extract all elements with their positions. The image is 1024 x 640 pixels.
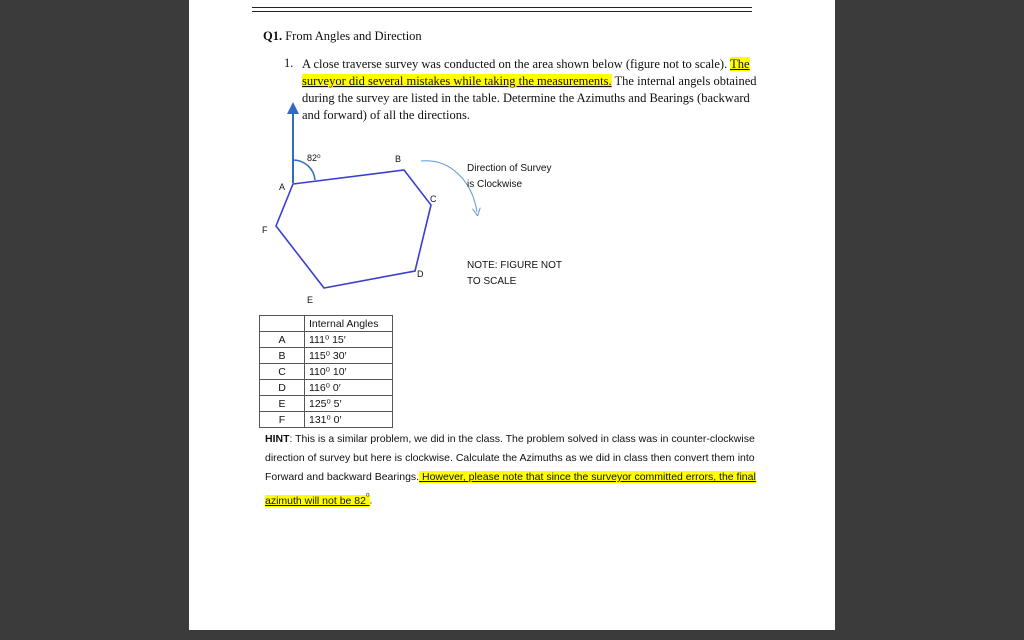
hint-highlight-text: However, please note that since the surveyor committed errors, the final azimuth will not be 82 bbox=[265, 471, 756, 507]
direction-label-line2: is Clockwise bbox=[467, 179, 523, 190]
point-label-a: A bbox=[279, 182, 286, 192]
table-row bbox=[260, 332, 393, 348]
table-header-row bbox=[260, 316, 393, 332]
table-row bbox=[260, 380, 393, 396]
table-angle: 115⁰ 30′ bbox=[305, 348, 393, 364]
table-angle: 125⁰ 5′ bbox=[305, 396, 393, 412]
table-row bbox=[260, 412, 393, 428]
table-point: D bbox=[260, 380, 305, 396]
table-angle: 116⁰ 0′ bbox=[305, 380, 393, 396]
traverse-figure bbox=[189, 0, 835, 320]
table-row bbox=[260, 396, 393, 412]
table-point: B bbox=[260, 348, 305, 364]
table-point: E bbox=[260, 396, 305, 412]
point-label-b: B bbox=[395, 154, 402, 164]
table-header: Internal Angles bbox=[305, 316, 393, 332]
point-label-c: C bbox=[430, 194, 437, 204]
north-arrow-head bbox=[287, 102, 299, 114]
table-row bbox=[260, 348, 393, 364]
document-page bbox=[189, 0, 835, 630]
table-angle: 111⁰ 15′ bbox=[305, 332, 393, 348]
table-point: F bbox=[260, 412, 305, 428]
point-label-f: F bbox=[262, 225, 268, 235]
hint-label: HINT bbox=[265, 433, 290, 445]
table-angle: 110⁰ 10′ bbox=[305, 364, 393, 380]
note-label-line1: NOTE: FIGURE NOT bbox=[467, 260, 562, 271]
question-number: Q1. bbox=[263, 29, 283, 43]
hint-tail: . bbox=[369, 494, 373, 507]
direction-label-line1: Direction of Survey bbox=[467, 163, 552, 174]
internal-angles-table bbox=[259, 315, 393, 428]
point-label-e: E bbox=[307, 295, 314, 305]
question-text-before: A close traverse survey was conducted on the area shown below (figure not to scale). bbox=[302, 57, 731, 71]
question-title-text: From Angles and Direction bbox=[285, 29, 422, 43]
highlighted-warning: The surveyor did several mistakes while taking the measurements. bbox=[302, 57, 750, 88]
item-number: 1. bbox=[284, 56, 294, 70]
table-row bbox=[260, 364, 393, 380]
hint-degree: ⁰ bbox=[365, 491, 370, 501]
angle-label: 82⁰ bbox=[307, 153, 321, 163]
point-label-d: D bbox=[417, 269, 424, 279]
table-point: C bbox=[260, 364, 305, 380]
traverse-polygon bbox=[276, 170, 431, 288]
hint-paragraph bbox=[265, 430, 765, 511]
note-label-line2: TO SCALE bbox=[467, 276, 517, 287]
table-angle: 131⁰ 0′ bbox=[305, 412, 393, 428]
table-point: A bbox=[260, 332, 305, 348]
hint-text: : This is a similar problem, we did in the class. The problem solved in class was in counter-clockwise direction of survey but here is clockwise. Calculate the Azimuths as we did in class then convert them into Forward and backward Bearings. bbox=[265, 433, 755, 483]
table-corner-cell bbox=[260, 316, 305, 332]
question-text-after: The internal angels obtained during the survey are listed in the table. Determine the Azimuths and Bearings (backward and forward) of all the directions. bbox=[302, 74, 757, 122]
